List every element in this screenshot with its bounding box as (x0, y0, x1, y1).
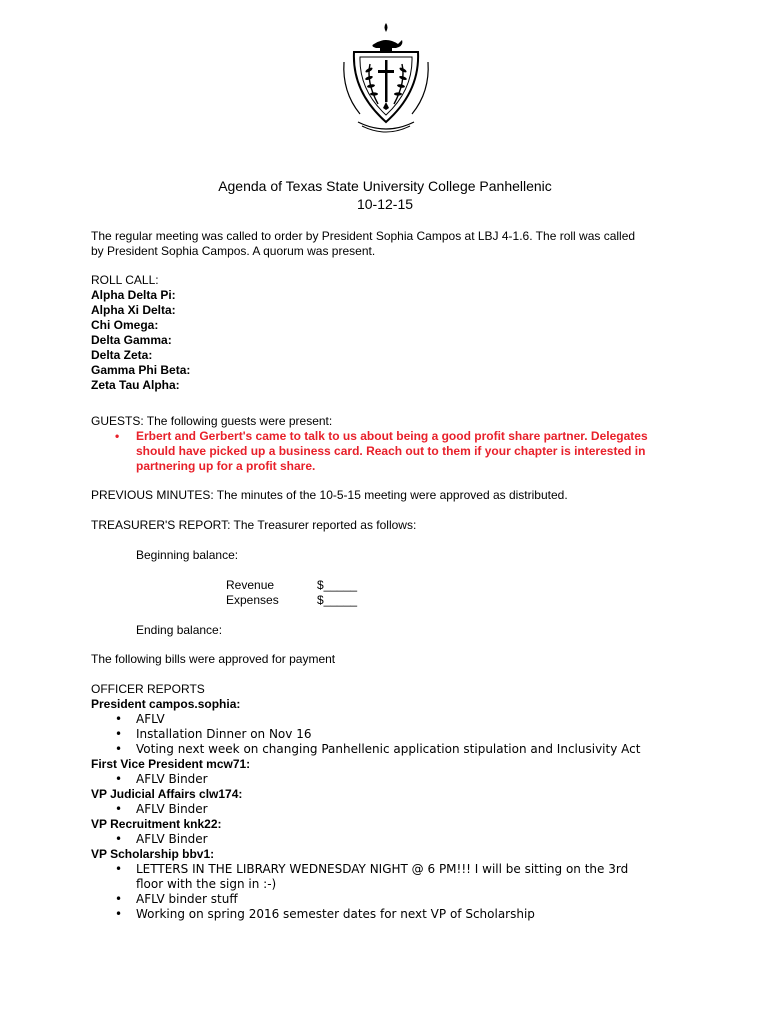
report-item: • AFLV (91, 712, 731, 727)
roll-call-chapter: Chi Omega: (91, 318, 159, 332)
report-item: • AFLV binder stuff (91, 892, 731, 907)
roll-call-chapter: Alpha Delta Pi: (91, 288, 176, 302)
officer-name: VP Judicial Affairs clw174: (91, 787, 243, 801)
document-title: Agenda of Texas State University College Panhellenic (218, 178, 552, 194)
report-item-line: floor with the sign in :-) (136, 877, 277, 891)
ending-balance-label: Ending balance: (136, 623, 223, 637)
roll-call-chapter: Gamma Phi Beta: (91, 363, 191, 377)
guest-bullet-line: should have picked up a business card. Reach out to them if your chapter is interested in (136, 444, 646, 458)
treasurer-heading: TREASURER'S REPORT: The Treasurer reported as follows: (91, 518, 417, 532)
beginning-balance-label: Beginning balance: (136, 548, 239, 562)
report-item: • Voting next week on changing Panhellenic application stipulation and Inclusivity Act (91, 742, 731, 757)
officer-name: VP Recruitment knk22: (91, 817, 222, 831)
roll-call-section (91, 273, 691, 393)
previous-minutes (91, 488, 691, 503)
revenue-value: $_____ (317, 578, 358, 592)
guests-section (91, 414, 691, 474)
document-date: 10-12-15 (356, 196, 414, 212)
report-item: • AFLV Binder (91, 772, 731, 787)
bills-approved (91, 652, 691, 667)
expenses-label: Expenses (226, 593, 279, 607)
report-item: • AFLV Binder (91, 802, 731, 817)
roll-call-chapter: Alpha Xi Delta: (91, 303, 176, 317)
roll-call-chapter: Zeta Tau Alpha: (91, 378, 180, 392)
report-item: • Working on spring 2016 semester dates for next VP of Scholarship (91, 907, 731, 922)
guest-bullet (91, 429, 691, 474)
intro-line: The regular meeting was called to order by President Sophia Campos at LBJ 4-1.6. The roll was called (91, 229, 636, 243)
intro-paragraph (91, 229, 691, 259)
officer-name: VP Scholarship bbv1: (91, 847, 215, 861)
revenue-label: Revenue (226, 578, 275, 592)
previous-minutes-text: PREVIOUS MINUTES: The minutes of the 10-5-15 meeting were approved as distributed. (91, 488, 568, 502)
report-item: • AFLV Binder (91, 832, 731, 847)
officer-name: First Vice President mcw71: (91, 757, 251, 771)
officer-reports-heading: OFFICER REPORTS (91, 682, 205, 696)
bills-text: The following bills were approved for payment (91, 652, 336, 666)
roll-call-chapter: Delta Zeta: (91, 348, 153, 362)
guest-bullet-line: partnering up for a profit share. (136, 459, 316, 473)
officer-name: President campos.sophia: (91, 697, 241, 711)
report-item-line: • LETTERS IN THE LIBRARY WEDNESDAY NIGHT @ 6 PM!!! I will be sitting on the 3rd (136, 862, 629, 876)
report-item (91, 862, 731, 892)
roll-call-chapter: Delta Gamma: (91, 333, 172, 347)
treasurer-section (91, 518, 691, 533)
expenses-value: $_____ (317, 593, 358, 607)
officer-reports-section (91, 682, 731, 922)
report-item: • Installation Dinner on Nov 16 (91, 727, 731, 742)
roll-call-heading: ROLL CALL: (91, 273, 159, 287)
intro-line: by President Sophia Campos. A quorum was present. (91, 244, 376, 258)
ending-balance (136, 623, 736, 638)
guests-heading: GUESTS: The following guests were present: (91, 414, 333, 428)
guest-bullet-line: • Erbert and Gerbert's came to talk to us about being a good profit share partner. Delegates (136, 429, 648, 443)
beginning-balance (136, 548, 736, 563)
ledger (226, 578, 770, 608)
panhellenic-seal-icon (340, 22, 432, 136)
